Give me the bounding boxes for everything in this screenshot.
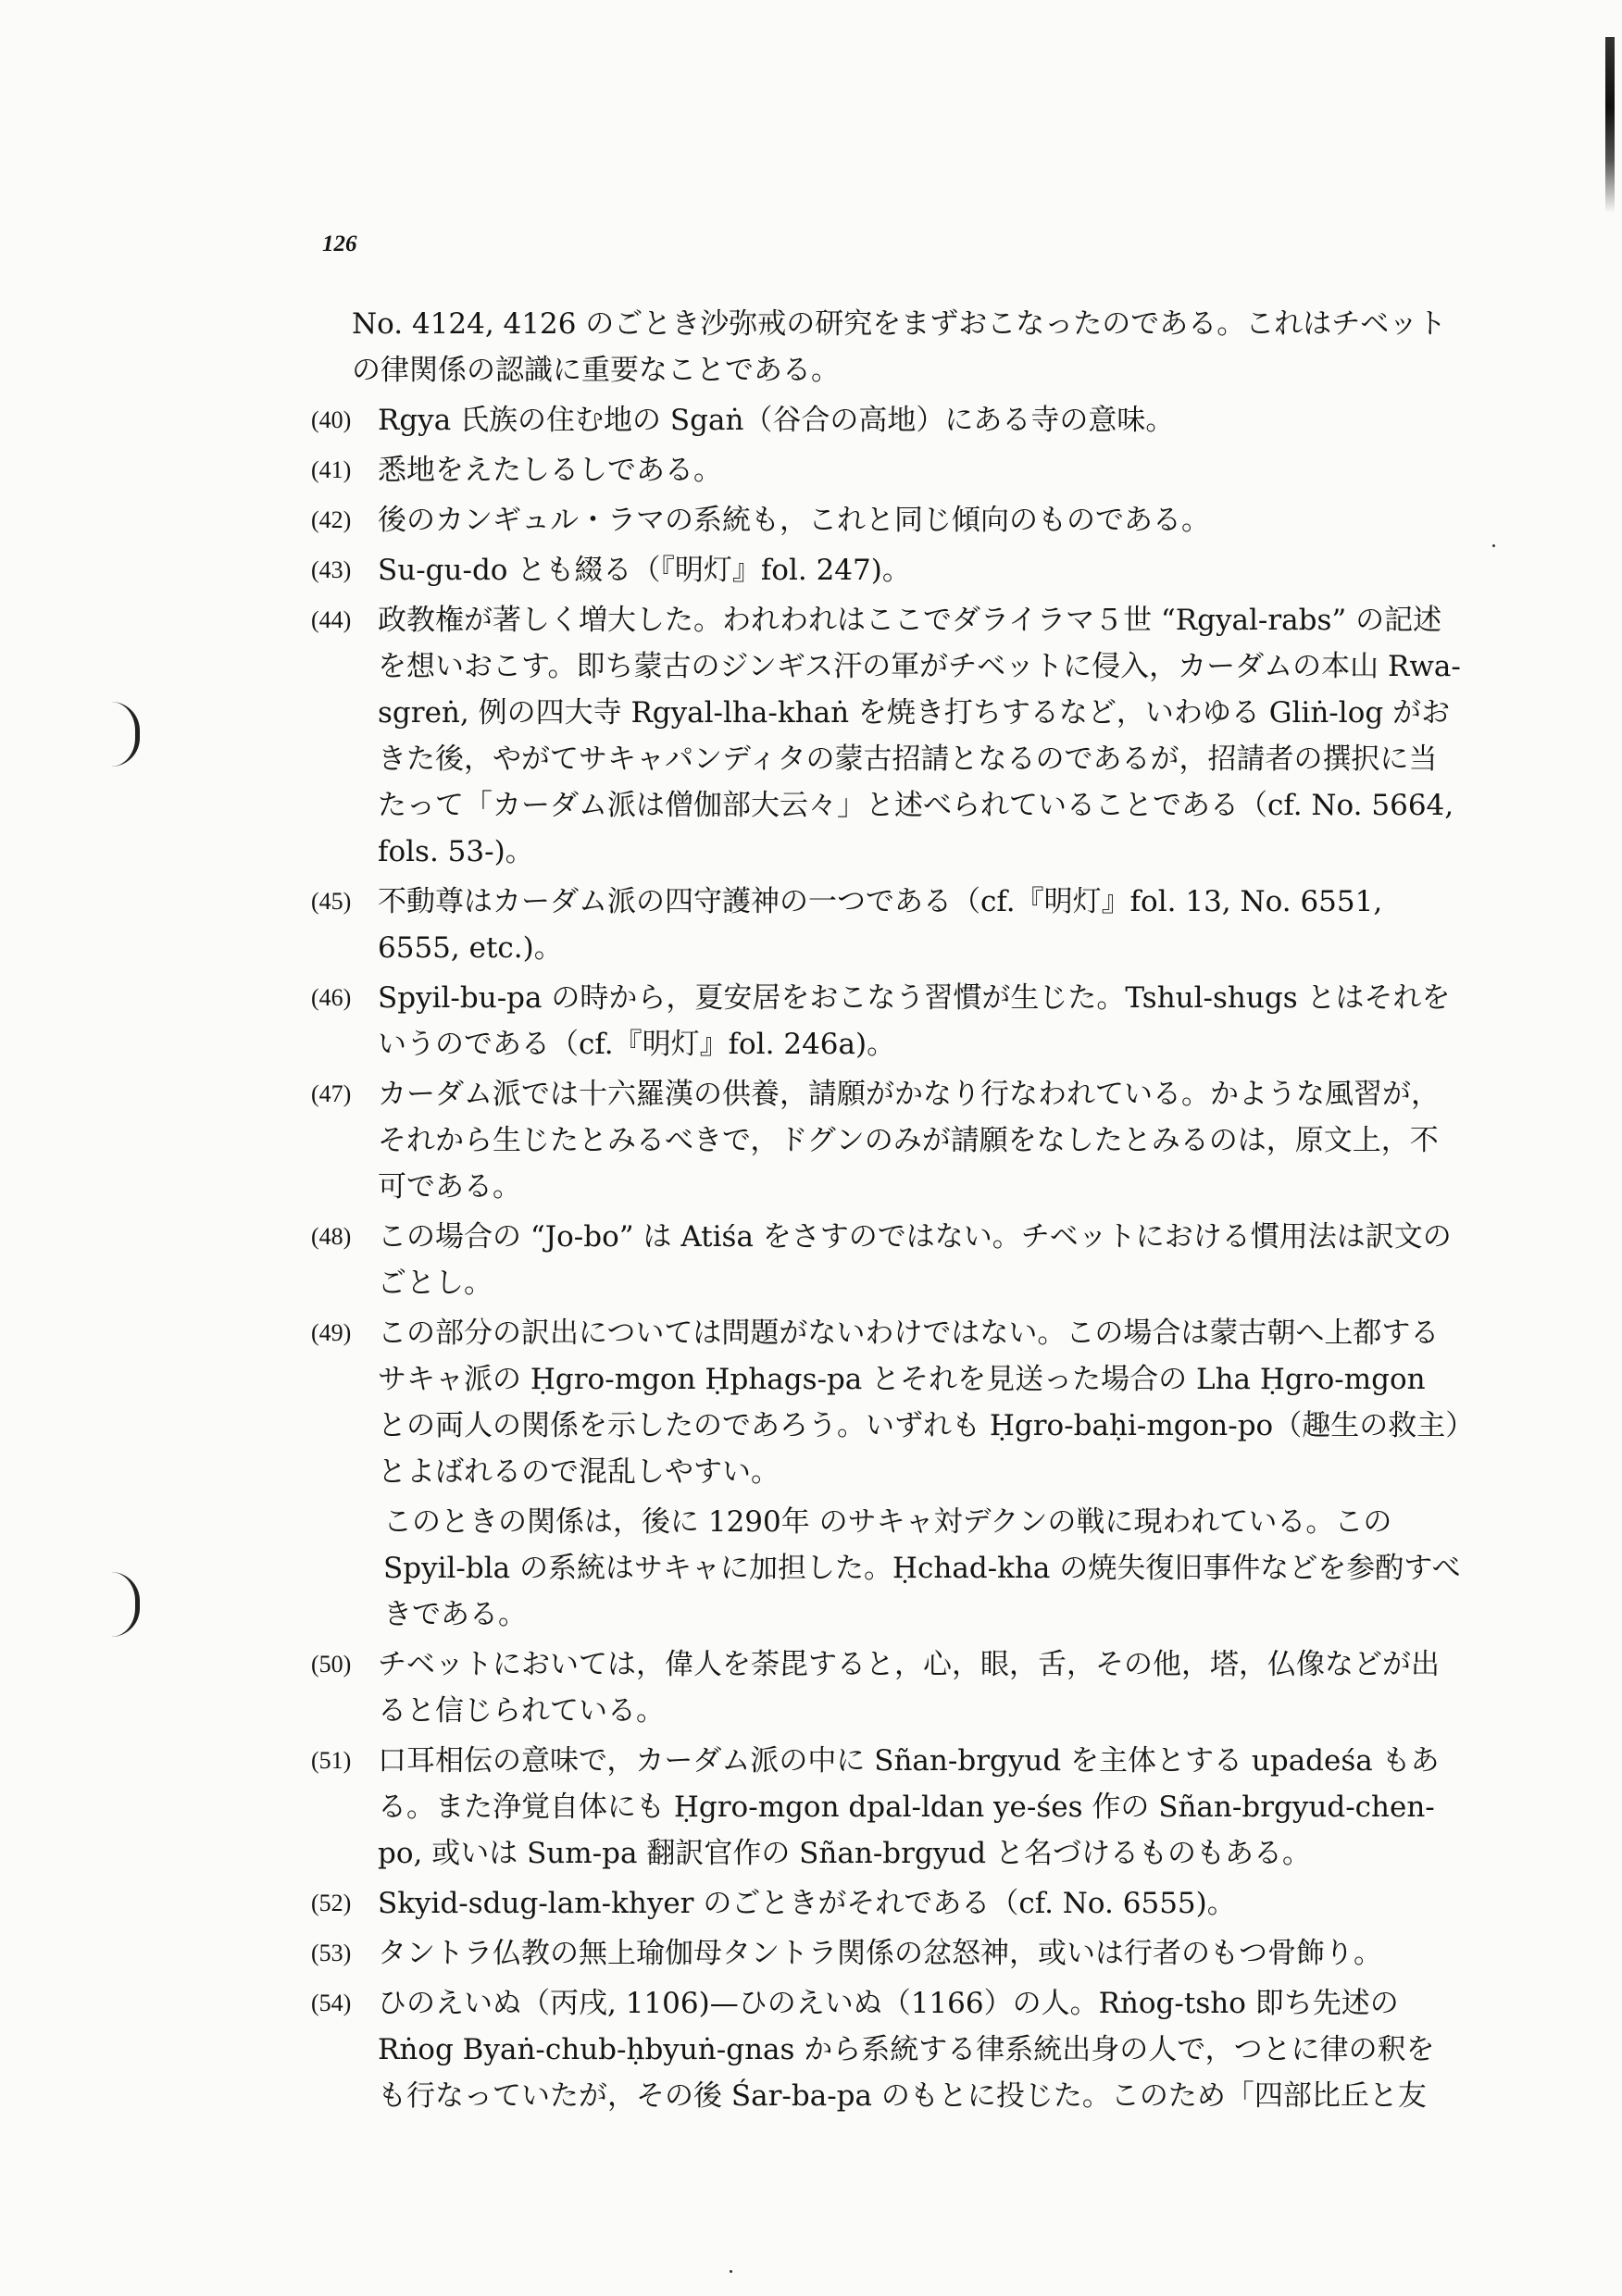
speck-mark <box>730 2270 732 2273</box>
footnote-text: Rgya 氏族の住む地の Sgaṅ（谷合の高地）にある寺の意味。 <box>378 404 1175 437</box>
speck-mark <box>1492 544 1495 547</box>
footnote-45 <box>311 879 1463 971</box>
page-number: 126 <box>322 231 357 256</box>
document-body <box>311 301 1463 2123</box>
footnote-number: (54) <box>311 1990 352 2016</box>
footnote-text: この部分の訳出については問題がないわけではない。この場合は蒙古朝へ上都するサキャ派の Ḥgro-mgon Ḥphags-pa とそれを見送った場合の Lha Ḥgro-mgon との両人の関係を示したのであろう。いずれも Ḥgro-baḥi-mgon-po（趣生の救主）とよばれるので混乱しやすい。 <box>378 1316 1460 1489</box>
footnote-number: (52) <box>311 1890 352 1916</box>
footnote-text: この場合の “Jo-bo” は Atiśa をさすのではない。チベットにおける慣用法は訳文のごとし。 <box>378 1220 1452 1300</box>
footnote-44 <box>311 597 1463 875</box>
footnote-text: 口耳相伝の意味で，カーダム派の中に Sñan-brgyud を主体とする upadeśa もある。また浄覚自体にも Ḥgro-mgon dpal-ldan ye-śes 作の Sñan-brgyud-chen-po, 或いは Sum-pa 翻訳官作の Sñan-brgyud と名づけるものもある。 <box>378 1744 1440 1870</box>
footnote-number: (51) <box>311 1747 352 1774</box>
footnote-text: 政教権が著しく増大した。われわれはここでダライラマ５世 “Rgyal-rabs” の記述を想いおこす。即ち蒙古のジンギス汗の軍がチベットに侵入，カーダムの本山 Rwa-sgreṅ, 例の四大寺 Rgyal-lha-khaṅ を焼き打ちするなど，いわゆる Gliṅ-log がおきた後，やがてサキャパンディタの蒙古招請となるのであるが，招請者の撰択に当たって「カーダム派は僧伽部大云々」と述べられていることである（cf. No. 5664, fols. 53-)。 <box>378 604 1461 868</box>
footnote-51 <box>311 1738 1463 1877</box>
footnote-number: (45) <box>311 888 352 915</box>
footnote-46 <box>311 975 1463 1067</box>
footnote-text: Su-gu-do とも綴る（『明灯』fol. 247)。 <box>378 554 911 587</box>
footnote-49-continuation: このときの関係は，後に 1290年 のサキャ対デクンの戦に現われている。この Spyil-bla の系統はサキャに加担した。Ḥchad-kha の焼失復旧事件などを参酌すべきである。 <box>383 1505 1461 1631</box>
footnote-number: (49) <box>311 1319 352 1346</box>
footnote-number: (43) <box>311 556 352 583</box>
binding-hole-mark <box>111 702 140 767</box>
footnote-41 <box>311 447 1463 493</box>
scan-edge-mark <box>1605 37 1615 213</box>
footnote-48 <box>311 1214 1463 1306</box>
footnote-50 <box>311 1641 1463 1734</box>
footnote-number: (46) <box>311 984 352 1011</box>
footnote-54 <box>311 1980 1463 2119</box>
footnote-text: Skyid-sdug-lam-khyer のごときがそれである（cf. No. 6555)。 <box>378 1887 1236 1920</box>
footnote-number: (40) <box>311 406 352 433</box>
footnote-text: 後のカンギュル・ラマの系統も，これと同じ傾向のものである。 <box>378 504 1210 537</box>
footnote-text: 不動尊はカーダム派の四守護神の一つである（cf.『明灯』fol. 13, No. 6551, 6555, etc.)。 <box>378 885 1383 965</box>
footnote-text: 悉地をえたしるしである。 <box>378 454 722 487</box>
footnote-number: (50) <box>311 1651 352 1678</box>
footnote-53 <box>311 1930 1463 1977</box>
footnote-text: ひのえいぬ（丙戌, 1106)—ひのえいぬ（1166）の人。Rṅog-tsho 即ち先述の Rṅog Byaṅ-chub-ḥbyuṅ-gnas から系統する律系統出身の人で，つとに律の釈をも行なっていたが，その後 Śar-ba-pa のもとに投じた。このため「四部比丘と友 <box>378 1987 1435 2113</box>
footnote-text: チベットにおいては，偉人を荼毘すると，心，眼，舌，その他，塔，仏像などが出ると信じられている。 <box>378 1648 1440 1728</box>
footnote-text: カーダム派では十六羅漢の供養，請願がかなり行なわれている。かような風習が，それから生じたとみるべきで，ドグンのみが請願をなしたとみるのは，原文上，不可である。 <box>378 1078 1440 1204</box>
footnote-text: Spyil-bu-pa の時から，夏安居をおこなう習慣が生じた。Tshul-shugs とはそれをいうのである（cf.『明灯』fol. 246a)。 <box>378 981 1451 1061</box>
footnote-52 <box>311 1880 1463 1927</box>
footnote-number: (41) <box>311 456 352 483</box>
footnote-47 <box>311 1071 1463 1210</box>
footnote-number: (47) <box>311 1080 352 1107</box>
binding-hole-mark <box>111 1572 140 1637</box>
intro-paragraph: No. 4124, 4126 のごとき沙弥戒の研究をまずおこなったのである。これはチベットの律関係の認識に重要なことである。 <box>352 307 1447 387</box>
footnote-number: (48) <box>311 1223 352 1250</box>
footnote-42 <box>311 497 1463 543</box>
footnote-40 <box>311 397 1463 443</box>
footnote-43 <box>311 547 1463 593</box>
footnote-text: タントラ仏教の無上瑜伽母タントラ関係の忿怒神，或いは行者のもつ骨飾り。 <box>378 1937 1382 1970</box>
footnote-number: (44) <box>311 606 352 633</box>
footnote-number: (53) <box>311 1940 352 1966</box>
footnote-49 <box>311 1310 1463 1495</box>
footnote-number: (42) <box>311 506 352 533</box>
